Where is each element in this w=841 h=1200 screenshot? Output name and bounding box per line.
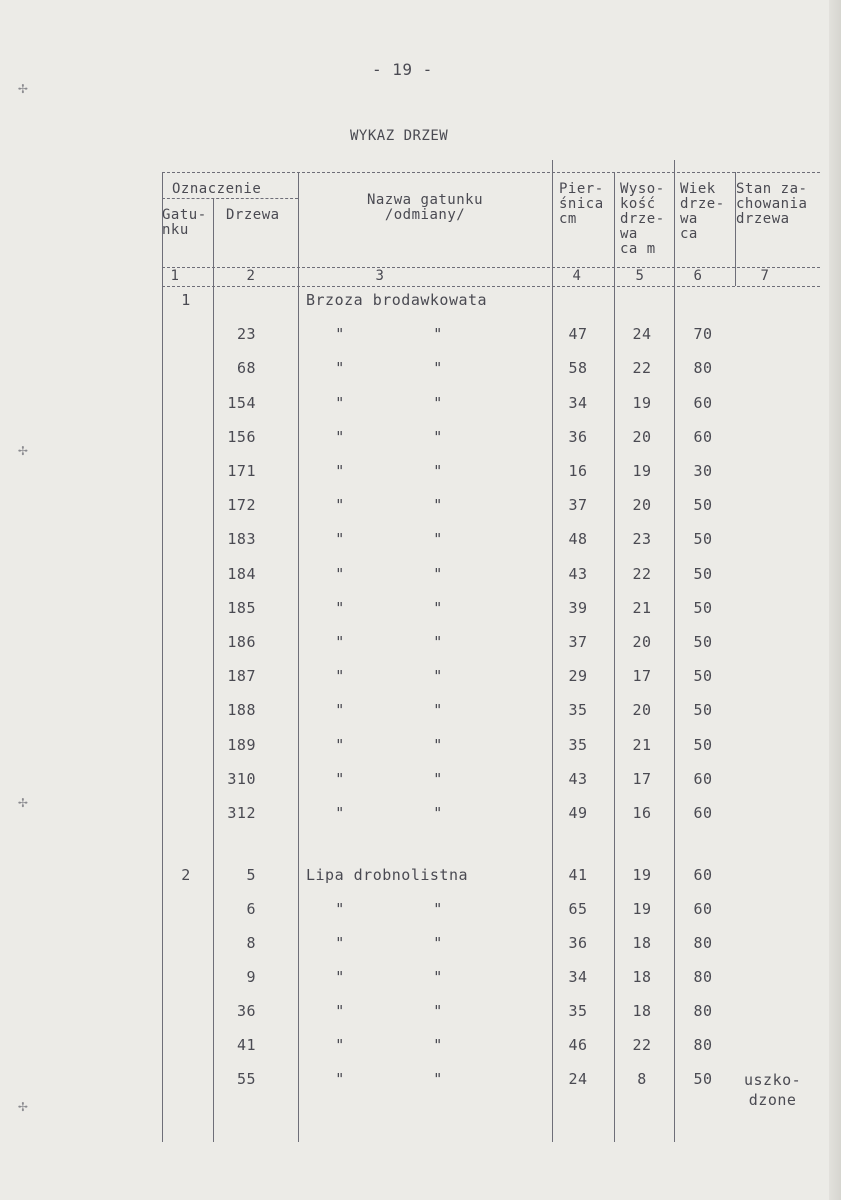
age-years: 60	[693, 394, 713, 412]
age-years: 80	[693, 968, 713, 986]
tree-number: 171	[227, 462, 256, 480]
column-number: 1	[170, 268, 180, 284]
age-years: 50	[693, 701, 713, 719]
ditto-mark: "	[433, 496, 443, 514]
diameter-cm: 37	[568, 496, 588, 514]
tree-number: 156	[227, 428, 256, 446]
diameter-cm: 43	[568, 770, 588, 788]
tree-number: 23	[236, 325, 256, 343]
diameter-cm: 46	[568, 1036, 588, 1054]
height-m: 8	[637, 1070, 647, 1088]
header-stan-zachowania: Stan za- chowania drzewa	[736, 181, 808, 227]
ditto-mark: "	[433, 900, 443, 918]
species-name: Lipa drobnolistna	[306, 866, 469, 884]
tree-number: 9	[246, 968, 256, 986]
tree-number: 187	[227, 667, 256, 685]
ditto-mark: "	[433, 736, 443, 754]
column-number: 4	[572, 268, 582, 284]
height-m: 22	[632, 1036, 652, 1054]
height-m: 19	[632, 900, 652, 918]
tree-number: 41	[236, 1036, 256, 1054]
age-years: 70	[693, 325, 713, 343]
ditto-mark: "	[433, 1002, 443, 1020]
tree-number: 172	[227, 496, 256, 514]
punch-hole-mark: ✢	[18, 1096, 28, 1115]
height-m: 19	[632, 394, 652, 412]
tree-number: 36	[236, 1002, 256, 1020]
ditto-mark: "	[433, 804, 443, 822]
ditto-mark: "	[335, 394, 345, 412]
diameter-cm: 49	[568, 804, 588, 822]
ditto-mark: "	[335, 701, 345, 719]
diameter-cm: 16	[568, 462, 588, 480]
tree-number: 8	[246, 934, 256, 952]
height-m: 20	[632, 428, 652, 446]
tree-number: 310	[227, 770, 256, 788]
age-years: 80	[693, 359, 713, 377]
header-oznaczenie: Oznaczenie	[172, 181, 262, 197]
height-m: 21	[632, 599, 652, 617]
height-m: 17	[632, 667, 652, 685]
ditto-mark: "	[433, 599, 443, 617]
diameter-cm: 36	[568, 428, 588, 446]
tree-number: 55	[236, 1070, 256, 1088]
height-m: 18	[632, 934, 652, 952]
tree-number: 186	[227, 633, 256, 651]
age-years: 50	[693, 496, 713, 514]
diameter-cm: 39	[568, 599, 588, 617]
punch-hole-mark: ✢	[18, 440, 28, 459]
ditto-mark: "	[335, 1002, 345, 1020]
ditto-mark: "	[433, 1036, 443, 1054]
species-number: 1	[181, 291, 191, 309]
diameter-cm: 48	[568, 530, 588, 548]
column-number: 3	[375, 268, 385, 284]
ditto-mark: "	[335, 736, 345, 754]
ditto-mark: "	[433, 462, 443, 480]
tree-number: 68	[236, 359, 256, 377]
diameter-cm: 43	[568, 565, 588, 583]
ditto-mark: "	[335, 325, 345, 343]
ditto-mark: "	[433, 565, 443, 583]
diameter-cm: 35	[568, 1002, 588, 1020]
diameter-cm: 24	[568, 1070, 588, 1088]
height-m: 23	[632, 530, 652, 548]
tree-number: 185	[227, 599, 256, 617]
age-years: 50	[693, 667, 713, 685]
age-years: 50	[693, 736, 713, 754]
ditto-mark: "	[433, 770, 443, 788]
height-m: 22	[632, 565, 652, 583]
tree-number: 184	[227, 565, 256, 583]
height-m: 21	[632, 736, 652, 754]
tree-number: 183	[227, 530, 256, 548]
punch-hole-mark: ✢	[18, 78, 28, 97]
header-piersnica: Pier- śnica cm	[559, 181, 604, 227]
age-years: 50	[693, 633, 713, 651]
condition-note: uszko- dzone	[744, 1071, 802, 1109]
height-m: 18	[632, 968, 652, 986]
age-years: 60	[693, 428, 713, 446]
ditto-mark: "	[335, 934, 345, 952]
ditto-mark: "	[433, 968, 443, 986]
ditto-mark: "	[433, 1070, 443, 1088]
ditto-mark: "	[335, 667, 345, 685]
height-m: 17	[632, 770, 652, 788]
ditto-mark: "	[433, 428, 443, 446]
height-m: 19	[632, 462, 652, 480]
ditto-mark: "	[335, 359, 345, 377]
ditto-mark: "	[335, 633, 345, 651]
height-m: 16	[632, 804, 652, 822]
diameter-cm: 65	[568, 900, 588, 918]
header-gatunku: Gatu- nku	[162, 207, 207, 238]
diameter-cm: 47	[568, 325, 588, 343]
height-m: 18	[632, 1002, 652, 1020]
ditto-mark: "	[335, 1070, 345, 1088]
height-m: 20	[632, 496, 652, 514]
ditto-mark: "	[335, 428, 345, 446]
tree-number: 188	[227, 701, 256, 719]
ditto-mark: "	[335, 770, 345, 788]
diameter-cm: 37	[568, 633, 588, 651]
ditto-mark: "	[433, 633, 443, 651]
age-years: 50	[693, 530, 713, 548]
document-title: WYKAZ DRZEW	[350, 128, 449, 144]
tree-number: 189	[227, 736, 256, 754]
ditto-mark: "	[335, 462, 345, 480]
age-years: 50	[693, 1070, 713, 1088]
age-years: 80	[693, 1036, 713, 1054]
column-number: 5	[635, 268, 645, 284]
age-years: 60	[693, 770, 713, 788]
ditto-mark: "	[335, 804, 345, 822]
height-m: 20	[632, 701, 652, 719]
header-drzewa: Drzewa	[226, 207, 280, 223]
diameter-cm: 29	[568, 667, 588, 685]
punch-hole-mark: ✢	[18, 792, 28, 811]
diameter-cm: 35	[568, 736, 588, 754]
header-nazwa-gatunku: Nazwa gatunku /odmiany/	[366, 192, 484, 223]
tree-number: 6	[246, 900, 256, 918]
ditto-mark: "	[433, 934, 443, 952]
species-name: Brzoza brodawkowata	[306, 291, 488, 309]
ditto-mark: "	[335, 968, 345, 986]
ditto-mark: "	[335, 565, 345, 583]
column-number: 7	[760, 268, 770, 284]
tree-number: 5	[246, 866, 256, 884]
ditto-mark: "	[433, 325, 443, 343]
age-years: 80	[693, 1002, 713, 1020]
height-m: 19	[632, 866, 652, 884]
age-years: 30	[693, 462, 713, 480]
diameter-cm: 35	[568, 701, 588, 719]
page-number: - 19 -	[372, 60, 433, 79]
diameter-cm: 41	[568, 866, 588, 884]
tree-number: 154	[227, 394, 256, 412]
age-years: 60	[693, 866, 713, 884]
age-years: 50	[693, 599, 713, 617]
age-years: 80	[693, 934, 713, 952]
column-number: 6	[693, 268, 703, 284]
ditto-mark: "	[335, 599, 345, 617]
height-m: 22	[632, 359, 652, 377]
ditto-mark: "	[335, 1036, 345, 1054]
ditto-mark: "	[433, 359, 443, 377]
tree-number: 312	[227, 804, 256, 822]
age-years: 60	[693, 900, 713, 918]
ditto-mark: "	[433, 701, 443, 719]
ditto-mark: "	[433, 394, 443, 412]
species-number: 2	[181, 866, 191, 884]
diameter-cm: 58	[568, 359, 588, 377]
header-wiek: Wiek drze- wa ca	[680, 181, 725, 242]
page-edge	[829, 0, 841, 1200]
diameter-cm: 36	[568, 934, 588, 952]
header-wysokosc: Wyso- kość drze- wa ca m	[620, 181, 665, 257]
diameter-cm: 34	[568, 968, 588, 986]
ditto-mark: "	[335, 496, 345, 514]
age-years: 50	[693, 565, 713, 583]
ditto-mark: "	[335, 900, 345, 918]
column-number: 2	[246, 268, 256, 284]
ditto-mark: "	[335, 530, 345, 548]
diameter-cm: 34	[568, 394, 588, 412]
ditto-mark: "	[433, 667, 443, 685]
ditto-mark: "	[433, 530, 443, 548]
age-years: 60	[693, 804, 713, 822]
height-m: 24	[632, 325, 652, 343]
height-m: 20	[632, 633, 652, 651]
